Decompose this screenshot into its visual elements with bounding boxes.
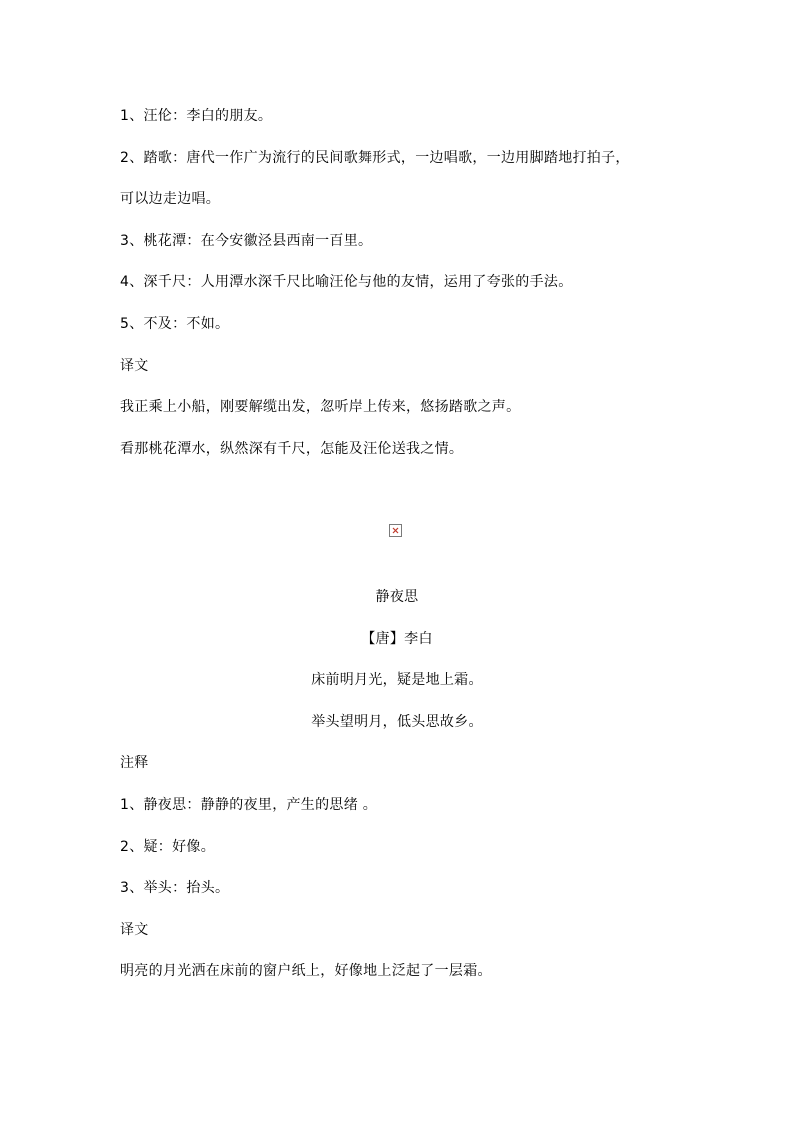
translation2-heading: 译文 xyxy=(120,922,149,938)
poem-line-2: 举头望明月，低头思故乡。 xyxy=(311,714,483,730)
translation-heading: 译文 xyxy=(120,358,149,374)
note-line-4: 4、深千尺：人用潭水深千尺比喻汪伦与他的友情，运用了夸张的手法。 xyxy=(120,274,573,290)
poem-author: 【唐】李白 xyxy=(361,631,433,647)
note2-line-2: 2、疑：好像。 xyxy=(120,839,216,855)
translation2-line-1: 明亮的月光洒在床前的窗户纸上，好像地上泛起了一层霜。 xyxy=(120,963,492,979)
note2-line-1: 1、静夜思：静静的夜里，产生的思绪 。 xyxy=(120,797,378,813)
note-line-1: 1、汪伦：李白的朋友。 xyxy=(120,108,273,124)
broken-image-icon xyxy=(389,524,402,537)
note2-line-3: 3、举头：抬头。 xyxy=(120,880,230,896)
note-line-5: 5、不及：不如。 xyxy=(120,316,230,332)
note-line-3: 3、桃花潭：在今安徽泾县西南一百里。 xyxy=(120,233,373,249)
notes-heading: 注释 xyxy=(120,755,149,771)
translation-line-2: 看那桃花潭水，纵然深有千尺，怎能及汪伦送我之情。 xyxy=(120,441,464,457)
note-line-2: 2、踏歌：唐代一作广为流行的民间歌舞形式，一边唱歌，一边用脚踏地打拍子， xyxy=(120,150,630,166)
note-line-2-continued: 可以边走边唱。 xyxy=(120,191,221,207)
poem-title: 静夜思 xyxy=(375,589,419,605)
poem-line-1: 床前明月光，疑是地上霜。 xyxy=(311,672,483,688)
translation-line-1: 我正乘上小船，刚要解缆出发，忽听岸上传来，悠扬踏歌之声。 xyxy=(120,399,521,415)
